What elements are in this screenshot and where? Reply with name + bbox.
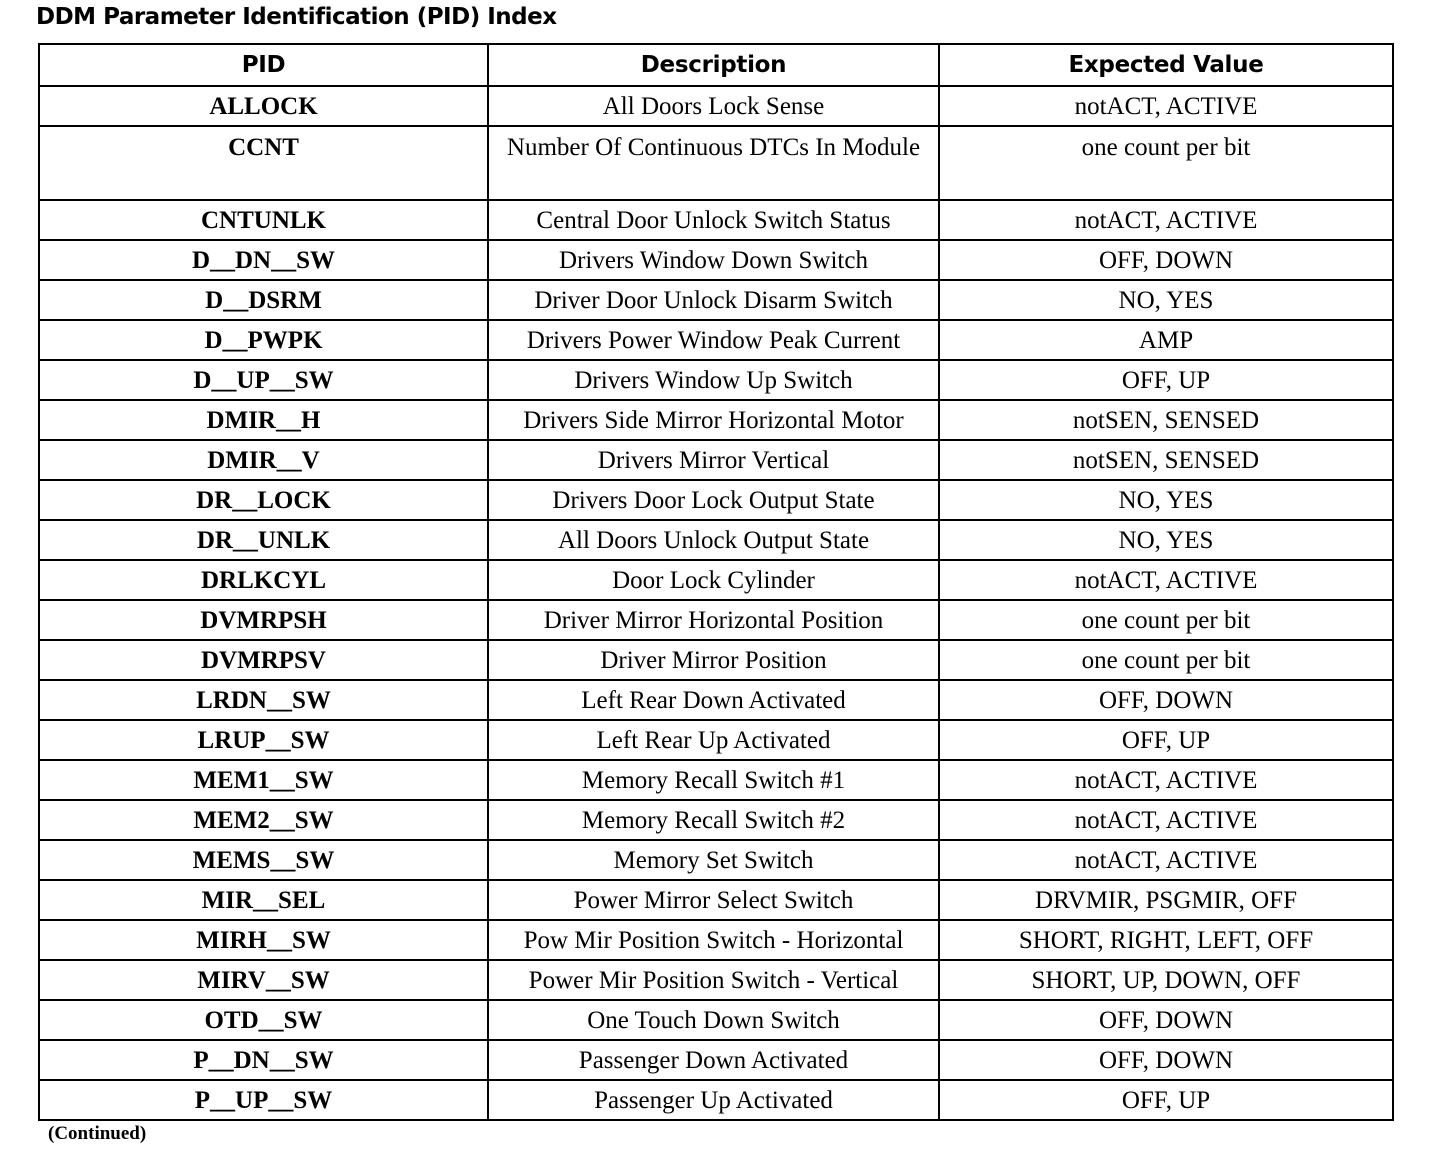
- description-cell: Power Mir Position Switch - Vertical: [488, 960, 939, 1000]
- expected-value-cell: notSEN, SENSED: [939, 400, 1393, 440]
- expected-value-cell: notACT, ACTIVE: [939, 86, 1393, 126]
- table-row: [39, 840, 1393, 880]
- pid-cell: D__DSRM: [39, 280, 488, 320]
- pid-index-table: [38, 43, 1394, 1121]
- description-cell: Central Door Unlock Switch Status: [488, 200, 939, 240]
- description-cell: Number Of Continuous DTCs In Module: [488, 126, 939, 200]
- description-cell: Pow Mir Position Switch - Horizontal: [488, 920, 939, 960]
- table-row: [39, 86, 1393, 126]
- expected-value-cell: one count per bit: [939, 640, 1393, 680]
- pid-cell: DVMRPSH: [39, 600, 488, 640]
- description-cell: Drivers Side Mirror Horizontal Motor: [488, 400, 939, 440]
- table-row: [39, 280, 1393, 320]
- pid-cell: D__UP__SW: [39, 360, 488, 400]
- table-row: [39, 480, 1393, 520]
- description-cell: Memory Recall Switch #1: [488, 760, 939, 800]
- table-row: [39, 1040, 1393, 1080]
- table-row: [39, 1080, 1393, 1120]
- expected-value-cell: AMP: [939, 320, 1393, 360]
- table-row: [39, 720, 1393, 760]
- table-row: [39, 126, 1393, 200]
- pid-cell: DVMRPSV: [39, 640, 488, 680]
- table-row: [39, 520, 1393, 560]
- pid-cell: DR__UNLK: [39, 520, 488, 560]
- expected-value-cell: NO, YES: [939, 480, 1393, 520]
- expected-value-cell: OFF, DOWN: [939, 1040, 1393, 1080]
- description-cell: Drivers Power Window Peak Current: [488, 320, 939, 360]
- description-cell: Drivers Door Lock Output State: [488, 480, 939, 520]
- description-cell: Left Rear Down Activated: [488, 680, 939, 720]
- expected-value-cell: notACT, ACTIVE: [939, 760, 1393, 800]
- table-row: [39, 400, 1393, 440]
- description-cell: Drivers Window Down Switch: [488, 240, 939, 280]
- pid-cell: P__DN__SW: [39, 1040, 488, 1080]
- expected-value-cell: NO, YES: [939, 280, 1393, 320]
- pid-cell: DMIR__V: [39, 440, 488, 480]
- expected-value-cell: OFF, DOWN: [939, 680, 1393, 720]
- expected-value-cell: one count per bit: [939, 600, 1393, 640]
- pid-cell: LRUP__SW: [39, 720, 488, 760]
- table-row: [39, 800, 1393, 840]
- table-header-row: [39, 44, 1393, 86]
- description-cell: All Doors Unlock Output State: [488, 520, 939, 560]
- continued-note: (Continued): [48, 1123, 147, 1144]
- table-row: [39, 320, 1393, 360]
- pid-cell: MEM1__SW: [39, 760, 488, 800]
- pid-cell: CNTUNLK: [39, 200, 488, 240]
- column-header-pid: PID: [39, 44, 488, 86]
- expected-value-cell: notACT, ACTIVE: [939, 840, 1393, 880]
- expected-value-cell: notACT, ACTIVE: [939, 560, 1393, 600]
- pid-cell: MEM2__SW: [39, 800, 488, 840]
- pid-cell: CCNT: [39, 126, 488, 200]
- description-cell: Memory Recall Switch #2: [488, 800, 939, 840]
- description-cell: Door Lock Cylinder: [488, 560, 939, 600]
- pid-cell: DMIR__H: [39, 400, 488, 440]
- expected-value-cell: OFF, UP: [939, 720, 1393, 760]
- expected-value-cell: OFF, DOWN: [939, 240, 1393, 280]
- table-row: [39, 680, 1393, 720]
- pid-cell: OTD__SW: [39, 1000, 488, 1040]
- table-row: [39, 560, 1393, 600]
- pid-cell: MIRV__SW: [39, 960, 488, 1000]
- description-cell: Left Rear Up Activated: [488, 720, 939, 760]
- column-header-expected-value: Expected Value: [939, 44, 1393, 86]
- table-body: [39, 86, 1393, 1120]
- description-cell: Passenger Up Activated: [488, 1080, 939, 1120]
- expected-value-cell: notACT, ACTIVE: [939, 800, 1393, 840]
- pid-cell: P__UP__SW: [39, 1080, 488, 1120]
- expected-value-cell: OFF, UP: [939, 1080, 1393, 1120]
- expected-value-cell: SHORT, UP, DOWN, OFF: [939, 960, 1393, 1000]
- expected-value-cell: NO, YES: [939, 520, 1393, 560]
- description-cell: Drivers Window Up Switch: [488, 360, 939, 400]
- description-cell: Driver Mirror Horizontal Position: [488, 600, 939, 640]
- expected-value-cell: notACT, ACTIVE: [939, 200, 1393, 240]
- page-title: DDM Parameter Identification (PID) Index: [36, 4, 557, 30]
- description-cell: All Doors Lock Sense: [488, 86, 939, 126]
- table-row: [39, 440, 1393, 480]
- pid-cell: MEMS__SW: [39, 840, 488, 880]
- description-cell: Driver Mirror Position: [488, 640, 939, 680]
- pid-cell: MIR__SEL: [39, 880, 488, 920]
- table-row: [39, 1000, 1393, 1040]
- description-cell: Power Mirror Select Switch: [488, 880, 939, 920]
- table-row: [39, 600, 1393, 640]
- pid-cell: D__DN__SW: [39, 240, 488, 280]
- description-cell: Passenger Down Activated: [488, 1040, 939, 1080]
- table-row: [39, 880, 1393, 920]
- pid-cell: DR__LOCK: [39, 480, 488, 520]
- description-cell: Memory Set Switch: [488, 840, 939, 880]
- pid-cell: MIRH__SW: [39, 920, 488, 960]
- description-cell: Driver Door Unlock Disarm Switch: [488, 280, 939, 320]
- expected-value-cell: DRVMIR, PSGMIR, OFF: [939, 880, 1393, 920]
- column-header-description: Description: [488, 44, 939, 86]
- expected-value-cell: OFF, DOWN: [939, 1000, 1393, 1040]
- table-row: [39, 240, 1393, 280]
- description-cell: One Touch Down Switch: [488, 1000, 939, 1040]
- expected-value-cell: one count per bit: [939, 126, 1393, 200]
- pid-cell: ALLOCK: [39, 86, 488, 126]
- table-row: [39, 960, 1393, 1000]
- table-row: [39, 760, 1393, 800]
- description-cell: Drivers Mirror Vertical: [488, 440, 939, 480]
- expected-value-cell: SHORT, RIGHT, LEFT, OFF: [939, 920, 1393, 960]
- pid-cell: D__PWPK: [39, 320, 488, 360]
- table-row: [39, 920, 1393, 960]
- table-row: [39, 200, 1393, 240]
- pid-cell: DRLKCYL: [39, 560, 488, 600]
- table-row: [39, 640, 1393, 680]
- expected-value-cell: notSEN, SENSED: [939, 440, 1393, 480]
- table-row: [39, 360, 1393, 400]
- pid-cell: LRDN__SW: [39, 680, 488, 720]
- expected-value-cell: OFF, UP: [939, 360, 1393, 400]
